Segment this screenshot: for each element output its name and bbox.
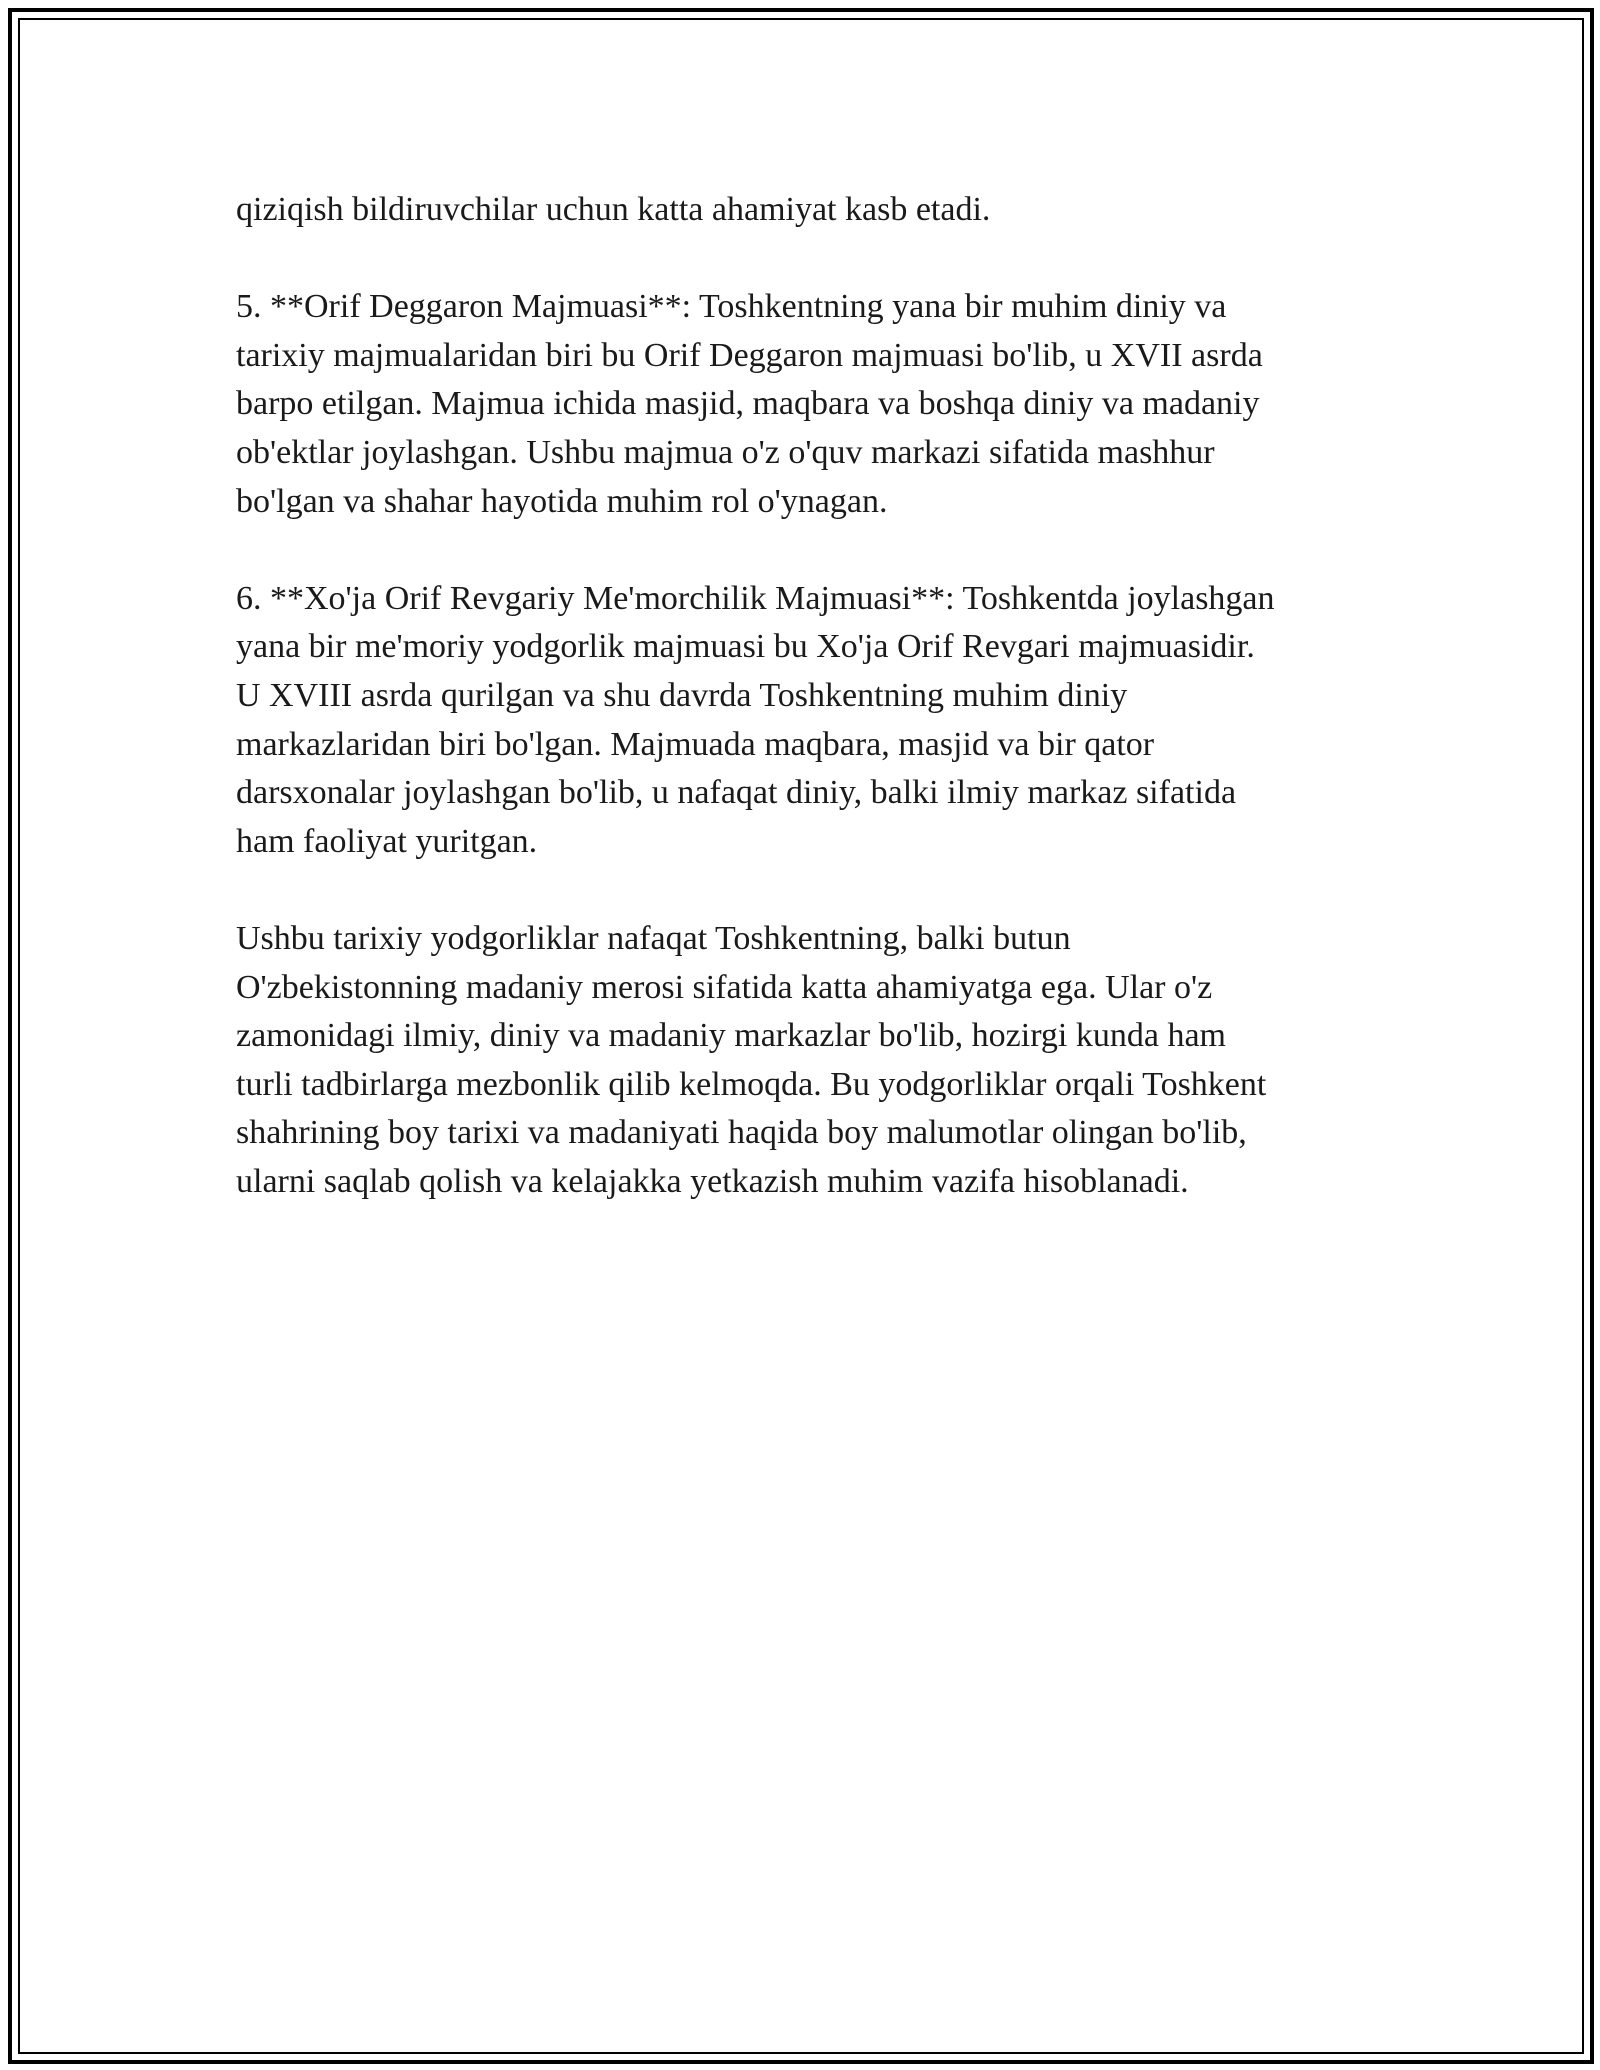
paragraph-continuation: qiziqish bildiruvchilar uchun katta ahamiyat kasb etadi. <box>236 191 991 228</box>
paragraph-orif-deggaron: 5. **Orif Deggaron Majmuasi**: Toshkentning yana bir muhim diniy va tarixiy majmualaridan biri bu Orif Deggaron majmuasi bo'lib, u XVII asrda barpo etilgan. Majmua ichida masjid, maqbara va boshqa diniy va madaniy ob'ektlar joylashgan. Ushbu majmua o'z o'quv markazi sifatida mashhur bo'lgan va shahar hayotida muhim rol o'ynagan. <box>236 288 1263 520</box>
document-body <box>236 186 1396 1206</box>
paragraph-conclusion: Ushbu tarixiy yodgorliklar nafaqat Toshkentning, balki butun O'zbekistonning madaniy merosi sifatida katta ahamiyatga ega. Ular o'z zamonidagi ilmiy, diniy va madaniy markazlar bo'lib, hozirgi kunda ham turli tadbirlarga mezbonlik qilib kelmoqda. Bu yodgorliklar orqali Toshkent shahrining boy tarixi va madaniyati haqida boy malumotlar olingan bo'lib, ularni saqlab qolish va kelajakka yetkazish muhim vazifa hisoblanadi. <box>236 919 1267 1200</box>
paragraph-xoja-orif-revgariy: 6. **Xo'ja Orif Revgariy Me'morchilik Majmuasi**: Toshkentda joylashgan yana bir me'moriy yodgorlik majmuasi bu Xo'ja Orif Revgari majmuasidir. U XVIII asrda qurilgan va shu davrda Toshkentning muhim diniy markazlaridan biri bo'lgan. Majmuada maqbara, masjid va bir qator darsxonalar joylashgan bo'lib, u nafaqat diniy, balki ilmiy markaz sifatida ham faoliyat yuritgan. <box>236 579 1275 860</box>
